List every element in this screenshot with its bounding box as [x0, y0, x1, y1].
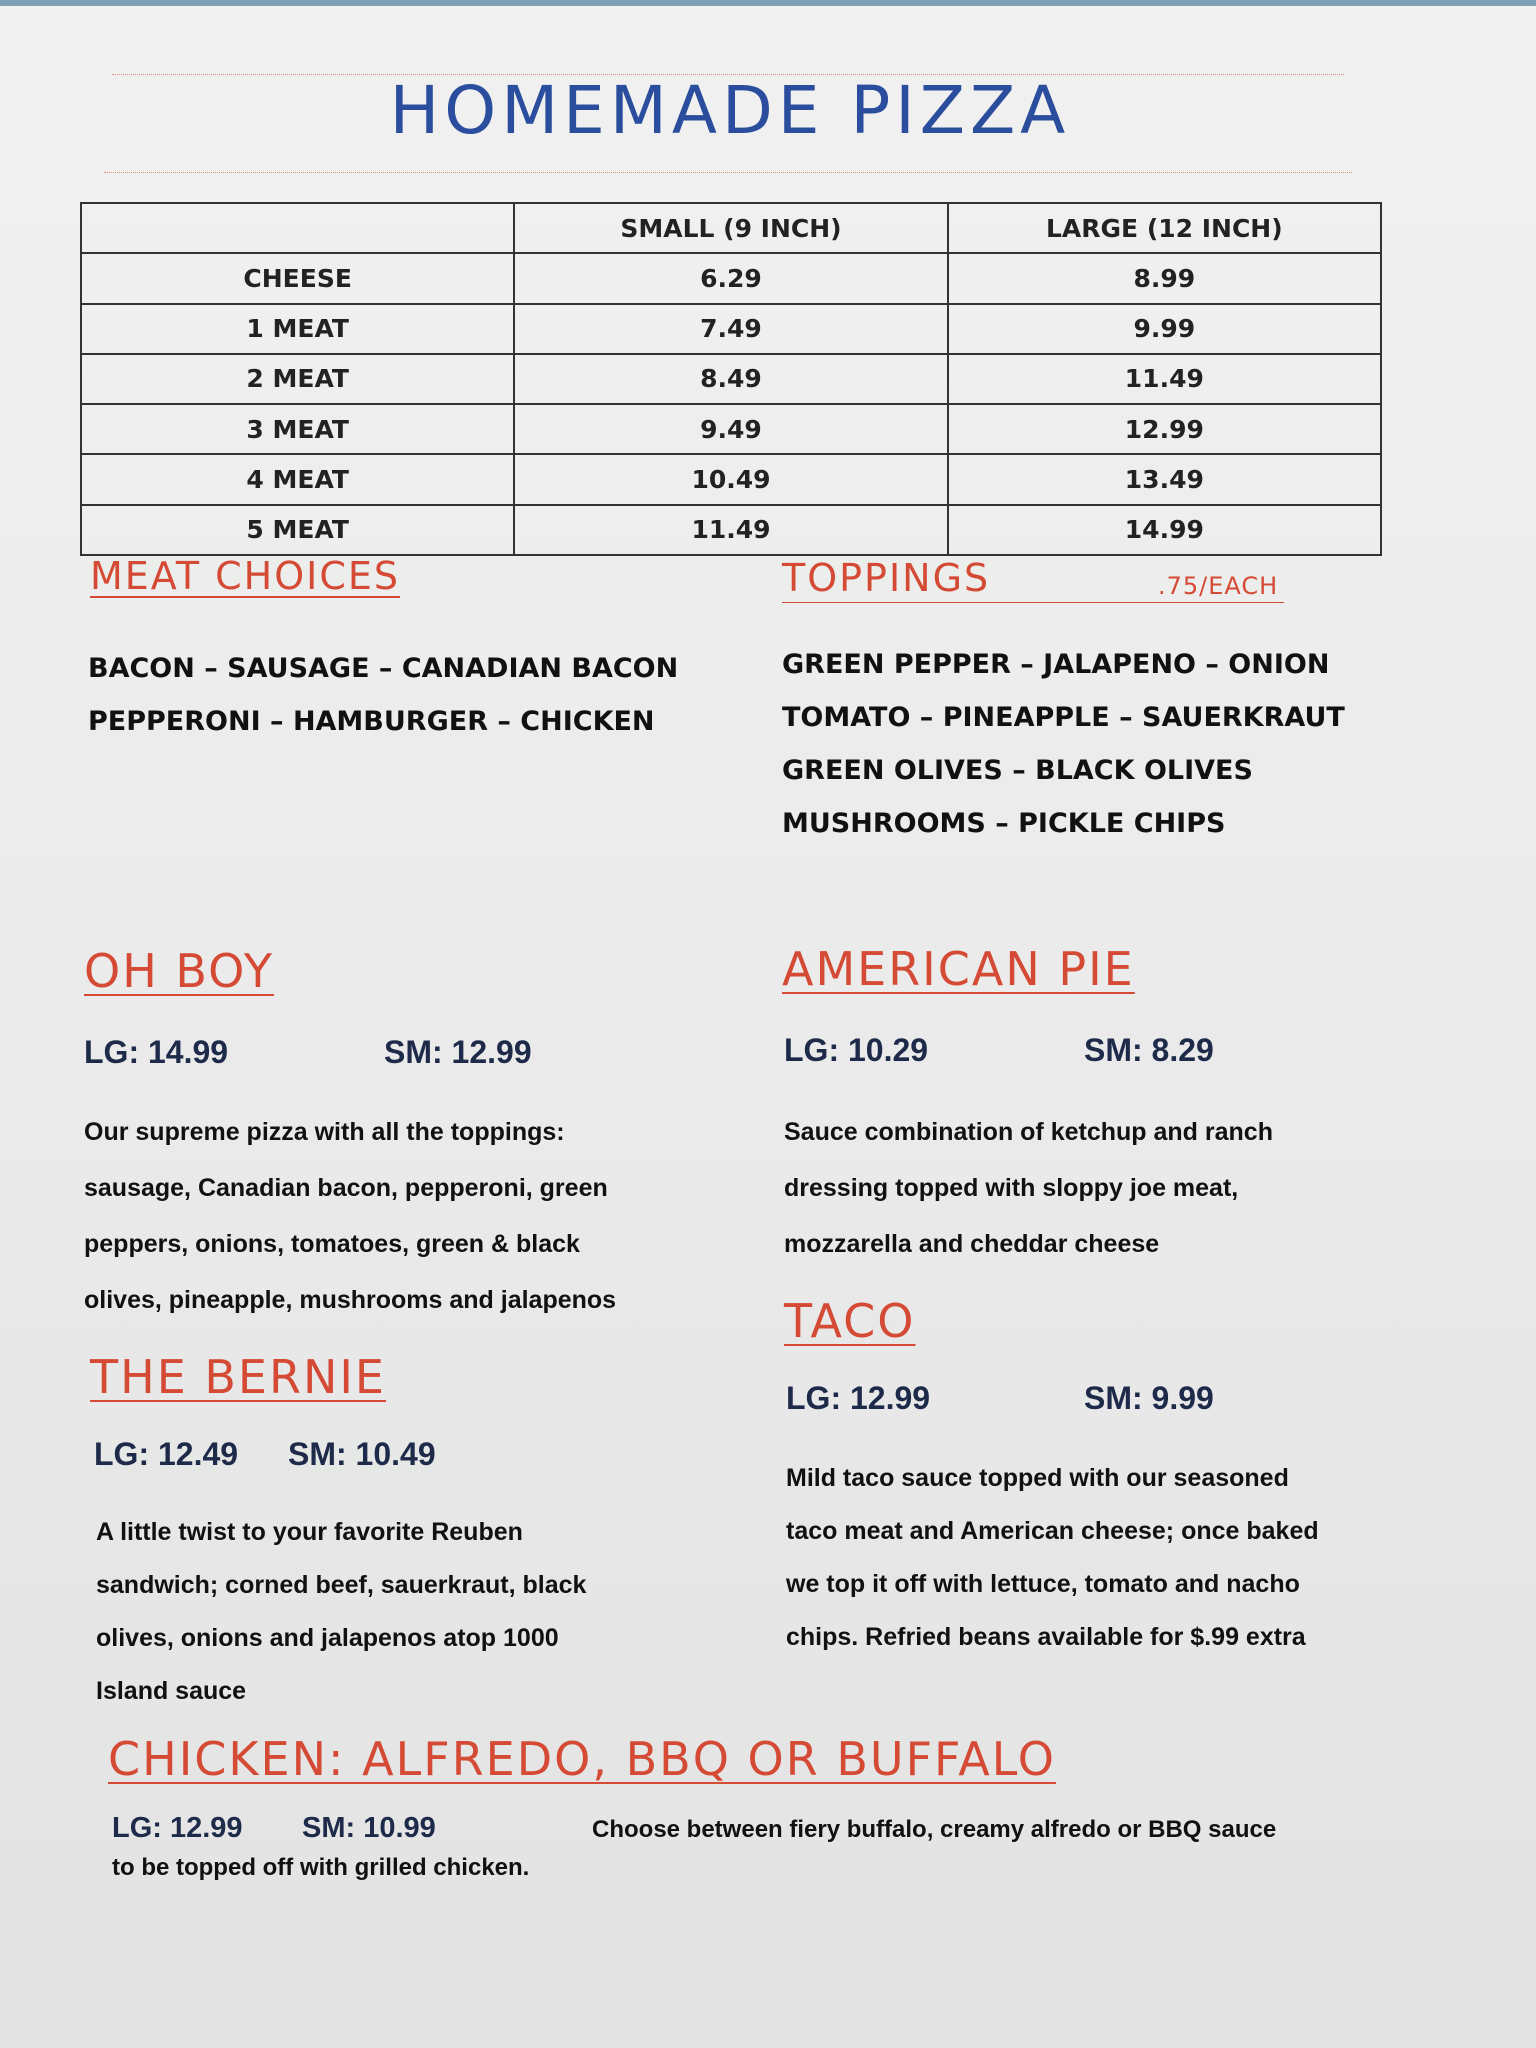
oh-boy-large-price: LG: 14.99 [84, 1034, 229, 1070]
taco-heading: TACO [784, 1294, 916, 1348]
description-line: we top it off with lettuce, tomato and nacho [786, 1570, 1300, 1598]
table-cell: 4 MEAT [81, 454, 514, 504]
table-cell: 8.99 [948, 253, 1381, 303]
chicken-description-line-1: Choose between fiery buffalo, creamy alfredo or BBQ sauce [592, 1816, 1277, 1843]
list-item: GREEN PEPPER – JALAPENO – ONION [782, 649, 1330, 680]
chicken-heading: CHICKEN: ALFREDO, BBQ OR BUFFALO [108, 1732, 1056, 1786]
table-row [81, 253, 1381, 303]
table-cell: 5 MEAT [81, 505, 514, 555]
the-bernie-heading: THE BERNIE [90, 1350, 386, 1404]
the-bernie-small-price: SM: 10.49 [288, 1436, 436, 1472]
meat-choices-list [88, 642, 678, 748]
description-line: Mild taco sauce topped with our seasoned [786, 1464, 1289, 1492]
table-cell: 11.49 [948, 354, 1381, 404]
toppings-underline [782, 602, 1284, 603]
the-bernie-large-price: LG: 12.49 [94, 1436, 239, 1472]
taco-large-price: LG: 12.99 [786, 1380, 931, 1416]
table-cell: 9.49 [514, 404, 947, 454]
oh-boy-heading: OH BOY [84, 944, 274, 998]
table-row [81, 304, 1381, 354]
toppings-list [782, 638, 1345, 850]
divider-bottom [104, 172, 1352, 173]
description-line: chips. Refried beans available for $.99 extra [786, 1623, 1306, 1651]
table-header-row [81, 203, 1381, 253]
american-pie-small-price: SM: 8.29 [1084, 1032, 1214, 1068]
taco-description [786, 1452, 1319, 1664]
table-header-cell: LARGE (12 INCH) [948, 203, 1381, 253]
description-line: mozzarella and cheddar cheese [784, 1230, 1160, 1258]
table-row [81, 505, 1381, 555]
description-line: sandwich; corned beef, sauerkraut, black [96, 1571, 587, 1599]
description-line: peppers, onions, tomatoes, green & black [84, 1230, 580, 1258]
chicken-description-line-2: to be topped off with grilled chicken. [112, 1854, 530, 1881]
chicken-large-price: LG: 12.99 [112, 1812, 243, 1844]
description-line: Sauce combination of ketchup and ranch [784, 1118, 1273, 1146]
american-pie-description [784, 1104, 1273, 1272]
table-cell: 3 MEAT [81, 404, 514, 454]
table-cell: 10.49 [514, 454, 947, 504]
chicken-small-price: SM: 10.99 [302, 1812, 436, 1844]
description-line: Our supreme pizza with all the toppings: [84, 1118, 565, 1146]
list-item: MUSHROOMS – PICKLE CHIPS [782, 808, 1226, 839]
oh-boy-description [84, 1104, 616, 1328]
toppings-price-note: .75/EACH [1158, 572, 1279, 600]
table-cell: 14.99 [948, 505, 1381, 555]
table-cell: 1 MEAT [81, 304, 514, 354]
table-cell: 13.49 [948, 454, 1381, 504]
table-cell: 8.49 [514, 354, 947, 404]
meat-choices-heading: MEAT CHOICES [90, 554, 401, 598]
description-line: Island sauce [96, 1677, 247, 1705]
table-header-cell [81, 203, 514, 253]
the-bernie-description [96, 1506, 586, 1718]
oh-boy-small-price: SM: 12.99 [384, 1034, 532, 1070]
table-row [81, 354, 1381, 404]
table-cell: 9.99 [948, 304, 1381, 354]
list-item: GREEN OLIVES – BLACK OLIVES [782, 755, 1253, 786]
list-item: PEPPERONI – HAMBURGER – CHICKEN [88, 706, 655, 737]
table-cell: 11.49 [514, 505, 947, 555]
description-line: taco meat and American cheese; once baked [786, 1517, 1319, 1545]
table-cell: 7.49 [514, 304, 947, 354]
list-item: TOMATO – PINEAPPLE – SAUERKRAUT [782, 702, 1345, 733]
price-table [80, 202, 1382, 556]
description-line: A little twist to your favorite Reuben [96, 1518, 523, 1546]
table-cell: 12.99 [948, 404, 1381, 454]
description-line: dressing topped with sloppy joe meat, [784, 1174, 1239, 1202]
table-header-cell: SMALL (9 INCH) [514, 203, 947, 253]
table-cell: 6.29 [514, 253, 947, 303]
taco-small-price: SM: 9.99 [1084, 1380, 1214, 1416]
american-pie-large-price: LG: 10.29 [784, 1032, 929, 1068]
description-line: olives, pineapple, mushrooms and jalapenos [84, 1286, 617, 1314]
table-row [81, 404, 1381, 454]
description-line: olives, onions and jalapenos atop 1000 [96, 1624, 559, 1652]
list-item: BACON – SAUSAGE – CANADIAN BACON [88, 653, 679, 684]
description-line: sausage, Canadian bacon, pepperoni, green [84, 1174, 608, 1202]
table-cell: 2 MEAT [81, 354, 514, 404]
american-pie-heading: AMERICAN PIE [782, 942, 1135, 996]
toppings-heading: TOPPINGS [782, 556, 991, 600]
table-cell: CHEESE [81, 253, 514, 303]
table-row [81, 454, 1381, 504]
menu-page [0, 6, 1536, 2048]
menu-title: HOMEMADE PIZZA [389, 72, 1071, 149]
